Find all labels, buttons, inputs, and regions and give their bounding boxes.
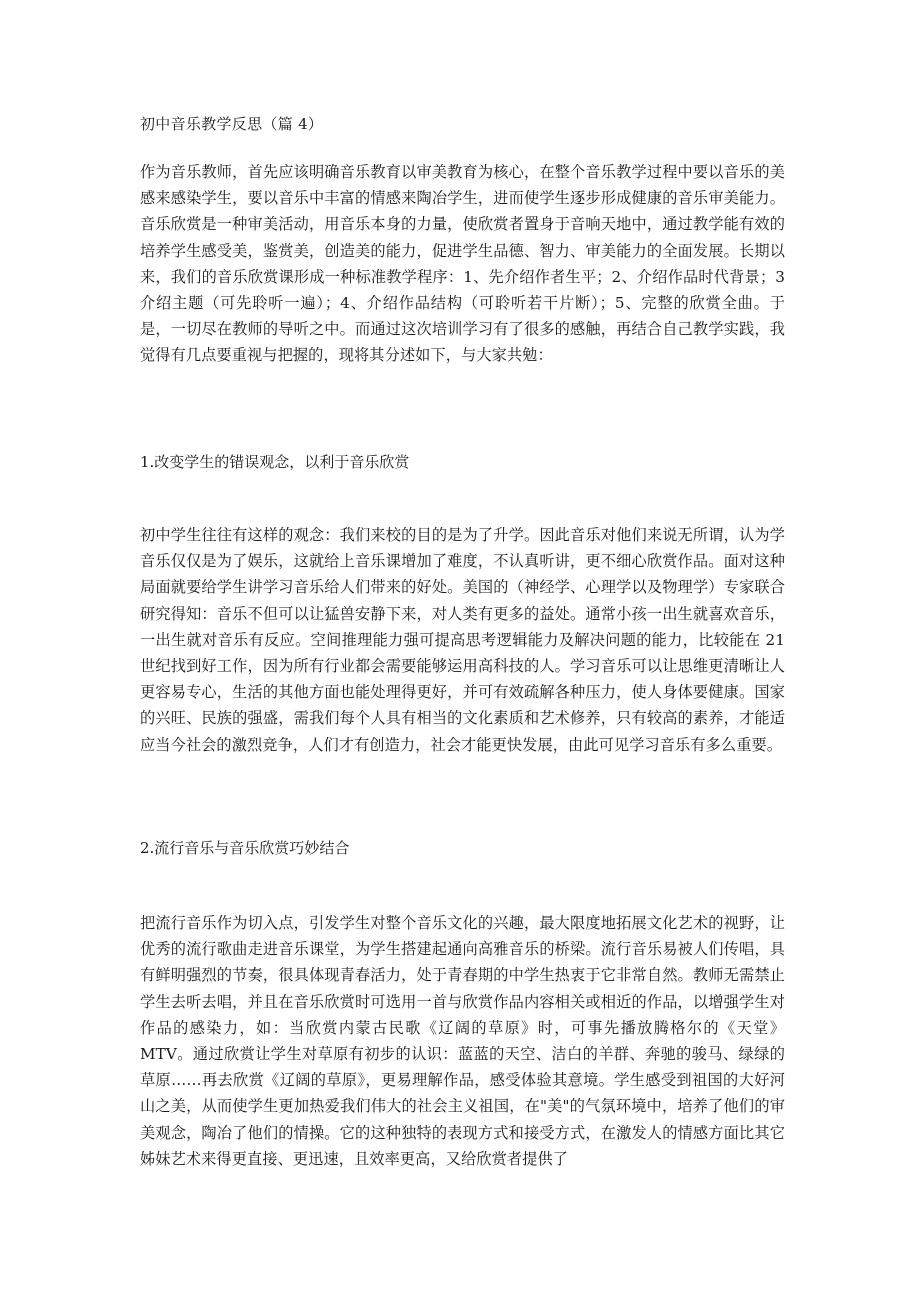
section-1-heading: 1.改变学生的错误观念，以利于音乐欣赏 [140, 453, 410, 471]
intro-paragraph: 作为音乐教师，首先应该明确音乐教育以审美教育为核心，在整个音乐教学过程中要以音乐的美感来感染学生，要以音乐中丰富的情感来陶冶学生，进而使学生逐步形成健康的音乐审美能力。音乐欣赏是一种审美活动，用音乐本身的力量，使欣赏者置身于音响天地中，通过教学能有效的培养学生感受美，鉴赏美，创造美的能力，促进学生品德、智力、审美能力的全面发展。长期以来，我们的音乐欣赏课形成一种标准教学程序：1、先介绍作者生平；2、介绍作品时代背景；3 介绍主题（可先聆听一遍）；4、介绍作品结构（可聆听若干片断）；5、完整的欣赏全曲。于是，一切尽在教师的导听之中。而通过这次培训学习有了很多的感触，再结合自己教学实践，我觉得有几点要重视与把握的，现将其分述如下，与大家共勉： [140, 163, 785, 365]
section-2-heading: 2.流行音乐与音乐欣赏巧妙结合 [140, 839, 350, 857]
section-1-paragraph: 初中学生往往有这样的观念：我们来校的目的是为了升学。因此音乐对他们来说无所谓，认为学音乐仅仅是为了娱乐，这就给上音乐课增加了难度，不认真听讲，更不细心欣赏作品。面对这种局面就要给学生讲学习音乐给人们带来的好处。美国的（神经学、心理学以及物理学）专家联合研究得知：音乐不但可以让猛兽安静下来，对人类有更多的益处。通常小孩一出生就喜欢音乐，一出生就对音乐有反应。空间推理能力强可提高思考逻辑能力及解决问题的能力，比较能在 21 世纪找到好工作，因为所有行业都会需要能够运用高科技的人。学习音乐可以让思维更清晰让人更容易专心，生活的其他方面也能处理得更好，并可有效疏解各种压力，使人身体要健康。国家的兴旺、民族的强盛，需我们每个人具有相当的文化素质和艺术修养，只有较高的素养，才能适应当今社会的激烈竞争，人们才有创造力，社会才能更快发展，由此可见学习音乐有多么重要。 [140, 526, 785, 754]
document-title: 初中音乐教学反思（篇 4） [140, 115, 324, 133]
section-2-paragraph: 把流行音乐作为切入点，引发学生对整个音乐文化的兴趣，最大限度地拓展文化艺术的视野，让优秀的流行歌曲走进音乐课堂，为学生搭建起通向高雅音乐的桥梁。流行音乐易被人们传唱，具有鲜明强烈的节奏，很具体现青春活力，处于青春期的中学生热衷于它非常自然。教师无需禁止学生去听去唱，并且在音乐欣赏时可选用一首与欣赏作品内容相关或相近的作品，以增强学生对作品的感染力，如：当欣赏内蒙古民歌《辽阔的草原》时，可事先播放腾格尔的《天堂》MTV。通过欣赏让学生对草原有初步的认识：蓝蓝的天空、洁白的羊群、奔驰的骏马、绿绿的草原……再去欣赏《辽阔的草原》，更易理解作品，感受体验其意境。学生感受到祖国的大好河山之美，从而使学生更加热爱我们伟大的社会主义祖国，在"美"的气氛环境中，培养了他们的审美观念，陶冶了他们的情操。它的这种独特的表现方式和接受方式，在激发人的情感方面比其它姊妹艺术来得更直接、更迅速，且效率更高，又给欣赏者提供了 [140, 914, 785, 1168]
